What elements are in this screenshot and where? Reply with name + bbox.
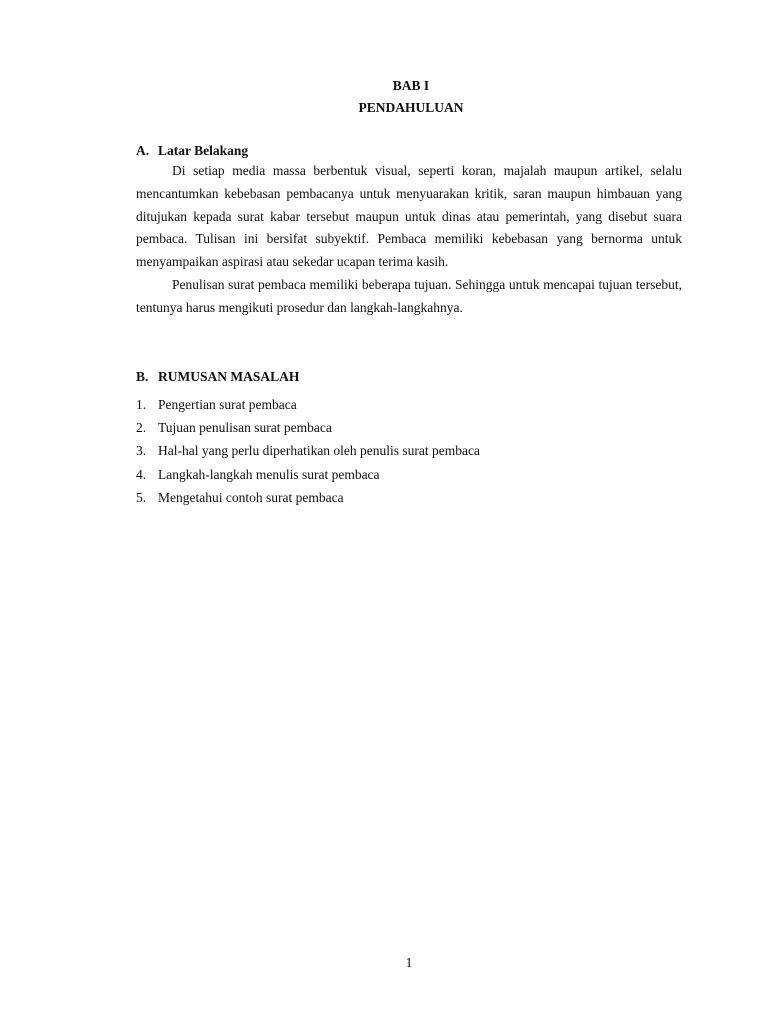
section-a-letter: A. bbox=[136, 143, 150, 158]
list-item-text: Tujuan penulisan surat pembaca bbox=[158, 420, 332, 436]
paragraph: Di setiap media massa berbentuk visual, seperti koran, majalah maupun artikel, selalu mencantumkan kebebasan pembacanya untuk menyuarakan kritik, saran maupun himbauan yang ditujukan kepada surat kabar tersebut maupun untuk dinas atau pemerintah, yang disebut suara pembaca. Tulisan ini bersifat subyektif. Pembaca memiliki kebebasan yang bernorma untuk menyampaikan aspirasi atau sekedar ucapan terima kasih. bbox=[136, 163, 682, 270]
list-item-number: 3. bbox=[136, 443, 147, 459]
section-a-heading bbox=[136, 143, 248, 159]
list-item bbox=[136, 486, 480, 509]
list-item-number: 1. bbox=[136, 397, 147, 412]
section-a-title: Latar Belakang bbox=[158, 143, 249, 158]
page-number: 1 bbox=[405, 955, 413, 970]
list-item bbox=[136, 463, 480, 486]
list-item-text: Pengertian surat pembaca bbox=[158, 397, 297, 412]
list-item-number: 5. bbox=[136, 489, 147, 505]
list-item-text: Mengetahui contoh surat pembaca bbox=[158, 489, 344, 505]
list-item-text: Langkah-langkah menulis surat pembaca bbox=[158, 466, 380, 482]
list-item bbox=[136, 416, 480, 439]
section-b-letter: B. bbox=[136, 369, 149, 384]
list-item-number: 2. bbox=[136, 420, 147, 436]
list-item bbox=[136, 439, 480, 462]
list-item-text: Hal-hal yang perlu diperhatikan oleh penulis surat pembaca bbox=[158, 443, 481, 459]
problem-list bbox=[136, 393, 480, 509]
chapter-number: BAB I bbox=[392, 78, 430, 93]
section-a-body bbox=[136, 160, 682, 320]
section-b-title: RUMUSAN MASALAH bbox=[158, 369, 300, 384]
list-item bbox=[136, 393, 480, 416]
section-b-heading bbox=[136, 369, 299, 385]
paragraph: Penulisan surat pembaca memiliki beberapa tujuan. Sehingga untuk mencapai tujuan tersebut, tentunya harus mengikuti prosedur dan langkah-langkahnya. bbox=[136, 276, 682, 315]
chapter-title: PENDAHULUAN bbox=[358, 100, 464, 115]
list-item-number: 4. bbox=[136, 466, 147, 482]
